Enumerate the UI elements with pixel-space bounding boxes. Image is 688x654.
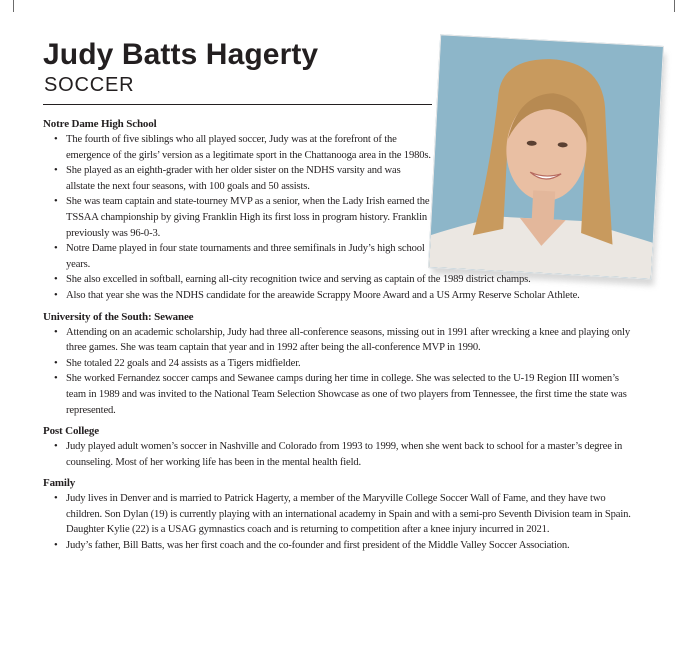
section-title: Family — [43, 477, 76, 490]
list-item: • Judy played adult women’s soccer in Nashville and Colorado from 1993 to 1999, when she went back to school for a master’s degree in counseling. Most of her working life has been in the mental health field. — [43, 439, 639, 470]
biography — [43, 116, 639, 559]
list-item: • Also that year she was the NDHS candidate for the areawide Scrappy Moore Award and a US Army Reserve Scholar Athlete. — [43, 288, 639, 304]
section-title: Notre Dame High School — [43, 118, 157, 130]
bullet-list — [43, 132, 639, 304]
section-family — [43, 475, 639, 553]
header-rule — [43, 104, 432, 105]
profile-sport: SOCCER — [44, 74, 135, 96]
list-item: • She totaled 22 goals and 24 assists as a Tigers midfielder. — [43, 356, 639, 372]
section-title: Post College — [43, 425, 99, 438]
list-item: • The fourth of five siblings who all played soccer, Judy was at the forefront of the emergence of the girls’ version as a legitimate sport in the Chattanooga area in the 1980s. — [43, 132, 431, 163]
list-item: • She also excelled in softball, earning all-city recognition twice and serving as captain of the 1989 district champs. — [43, 272, 639, 288]
section-notre-dame — [43, 116, 639, 304]
crop-mark-left — [13, 0, 14, 12]
crop-mark-right — [674, 0, 675, 12]
bullet-list — [43, 439, 639, 470]
list-item: • Judy’s father, Bill Batts, was her first coach and the co-founder and first president of the Middle Valley Soccer Association. — [43, 538, 639, 554]
bullet-list — [43, 325, 639, 419]
list-item: • She worked Fernandez soccer camps and Sewanee camps during her time in college. She was selected to the U-19 Region III women’s team in 1989 and was invited to the National Team Selection Showcase as one of two players from Tennessee, the first time the state was represented. — [43, 371, 639, 418]
list-item: • Attending on an academic scholarship, Judy had three all-conference seasons, missing out in 1991 after wrecking a knee and playing only three games. She was team captain that year and in 1992 after being the all-conference MVP in 1990. — [43, 325, 639, 356]
list-item: • She played as an eighth-grader with her older sister on the NDHS varsity and was allstate the next four seasons, with 100 goals and 50 assists. — [43, 163, 431, 194]
list-item: • Notre Dame played in four state tournaments and three semifinals in Judy’s high school years. — [43, 241, 441, 272]
section-title: University of the South: Sewanee — [43, 310, 194, 323]
section-sewanee — [43, 309, 639, 419]
bullet-list — [43, 491, 639, 553]
list-item: • She was team captain and state-tourney MVP as a senior, when the Lady Irish earned the TSSAA championship by giving Franklin High its first loss in program history. Franklin previously was 96-0-3. — [43, 194, 431, 241]
profile-name: Judy Batts Hagerty — [43, 38, 319, 71]
list-item: • Judy lives in Denver and is married to Patrick Hagerty, a member of the Maryville College Soccer Wall of Fame, and they have two children. Son Dylan (19) is currently playing with an international academy in Spain and with a semi-pro Seventh Division team in Spain. Daughter Kylie (22) is a USAG gymnastics coach and is returning to competition after a knee injury incurred in 2021. — [43, 491, 639, 538]
section-post-college — [43, 423, 639, 470]
